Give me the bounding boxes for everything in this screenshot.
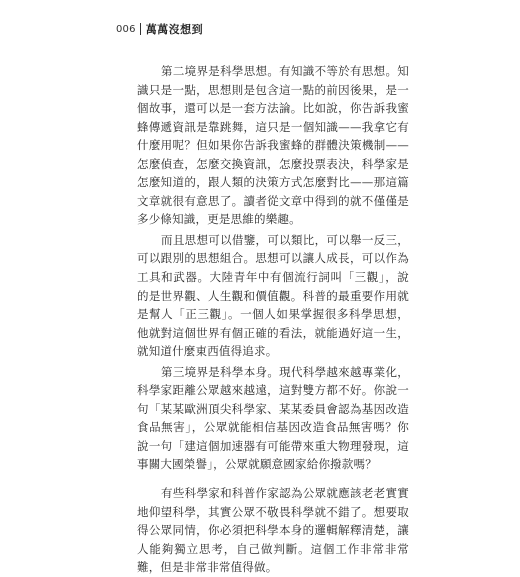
paragraph-1: 第二境界是科學思想。有知識不等於有思想。知識只是一點，思想則是包含這一點的前因後果，是一個故事，還可以是一套方法論。比如說，你告訴我蜜蜂傳遞資訊是靠跳舞，這只是一個知識——我拿它有什麼用呢？但如果你告訴我蜜蜂的群體決策機制——怎麼偵查，怎麼交換資訊，怎麼投票表決，科學家是怎麼知道的，跟人類的決策方式怎麼對比——那這篇文章就很有意思了。讀者從文章中得到的就不僅僅是多少條知識，更是思維的樂趣。 bbox=[137, 64, 409, 227]
book-title: 萬萬沒想到 bbox=[145, 23, 204, 36]
paragraph-2: 而且思想可以借鑒，可以類比，可以舉一反三，可以跟別的思想組合。思想可以讓人成長，可以作為工具和武器。大陸青年中有個流行詞叫「三觀」，說的是世界觀、人生觀和價值觀。科普的最重要作用就是幫人「正三觀」。一個人如果掌握很多科學思想，他就對這個世界有個正確的看法，就能過好這一生，就知道什麼東西值得追求。 bbox=[137, 232, 409, 359]
header-divider bbox=[140, 23, 141, 35]
running-header bbox=[116, 21, 203, 37]
paragraph-3: 第三境界是科學本身。現代科學越來越專業化，科學家距離公眾越來越遠，這對雙方都不好。你說一句「某某歐洲頂尖科學家、某某委員會認為基因改造食品無害」，公眾就能相信基因改造食品無害嗎？你說一句「建這個加速器有可能帶來重大物理發現，這事關大國榮譽」，公眾就願意國家給你撥款嗎？ bbox=[137, 364, 409, 472]
page-number: 006 bbox=[116, 23, 136, 35]
paragraph-4: 有些科學家和科普作家認為公眾就應該老老實實地仰望科學，其實公眾不敬畏科學就不錯了。想要取得公眾同情，你必須把科學本身的邏輯解釋清楚，讓人能夠獨立思考，自己做判斷。這個工作非常非常難，但是非常非常值得做。 bbox=[137, 486, 409, 575]
